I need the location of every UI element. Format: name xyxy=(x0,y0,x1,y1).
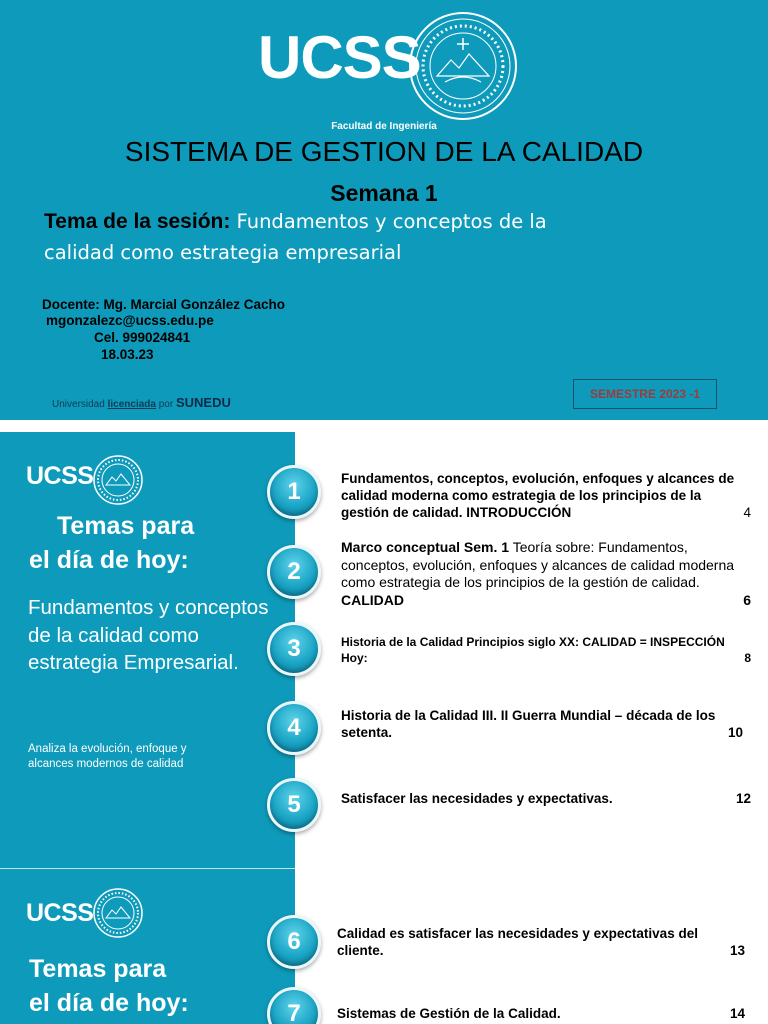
agenda-item xyxy=(341,634,751,666)
week-label: Semana 1 xyxy=(330,180,438,206)
agenda-item-text: Teoría sobre: Fundamentos, conceptos, evolución, enfoques y alcances de calidad moderna como estrategia de los principios de la gestión de calidad. xyxy=(341,539,735,590)
teacher-phone: Cel. 999024841 xyxy=(94,330,191,345)
session-label: Tema de la sesión: xyxy=(44,210,231,233)
faculty-name: Facultad de Ingeniería xyxy=(331,121,437,132)
agenda-item-text: Historia de la Calidad Principios siglo XX: CALIDAD = INSPECCIÓN Hoy: xyxy=(341,635,725,665)
topic-number-badge: 4 xyxy=(267,701,321,755)
agenda-item-page: 8 xyxy=(744,651,751,665)
topic-number-badge: 5 xyxy=(267,778,321,832)
agenda-subtitle: Fundamentos y conceptos de la calidad como estrategia Empresarial. xyxy=(28,596,269,674)
agenda-sidebar xyxy=(0,868,295,1024)
agenda-item xyxy=(337,925,745,959)
university-seal-icon xyxy=(92,887,144,939)
university-seal-icon xyxy=(407,10,519,122)
agenda-item-page: 14 xyxy=(729,1006,745,1021)
course-title: SISTEMA DE GESTION DE LA CALIDAD xyxy=(124,136,644,167)
agenda-heading-line2: el día de hoy: xyxy=(29,989,189,1017)
agenda-sidebar xyxy=(0,432,295,868)
agenda-item-text: Sistemas de Gestión de la Calidad. xyxy=(337,1006,561,1021)
session-topic-line1: Fundamentos y conceptos de la xyxy=(230,210,547,233)
agenda-item xyxy=(341,790,751,807)
agenda-item xyxy=(341,470,751,521)
agenda-item-text: Satisfacer las necesidades y expectativas. xyxy=(341,791,613,806)
ucss-logo-small: UCSS xyxy=(26,899,94,927)
ucss-logo: UCSS xyxy=(258,24,421,91)
session-topic-line2: calidad como estrategia empresarial xyxy=(44,241,402,264)
license-prefix: Universidad xyxy=(52,399,108,410)
agenda-item-page: 6 xyxy=(743,591,751,608)
agenda-item-text: Historia de la Calidad III. II Guerra Mundial – década de los setenta. xyxy=(341,708,716,740)
agenda-heading-line1: Temas para xyxy=(57,512,195,540)
ucss-logo-small: UCSS xyxy=(26,462,94,490)
agenda-item-page: 13 xyxy=(729,943,745,958)
agenda-heading-line1: Temas para xyxy=(29,955,167,983)
topic-number-badge: 2 xyxy=(267,545,321,599)
agenda-item xyxy=(337,1005,745,1022)
agenda-heading-line2: el día de hoy: xyxy=(29,546,189,574)
university-seal-icon xyxy=(92,454,144,506)
teacher-email: mgonzalezc@ucss.edu.pe xyxy=(46,313,214,328)
agenda-item xyxy=(341,539,751,609)
agenda-item-tail: CALIDAD xyxy=(341,591,404,608)
session-topic xyxy=(44,206,744,268)
sunedu-license xyxy=(52,395,231,410)
agenda-item xyxy=(341,707,751,741)
session-date: 18.03.23 xyxy=(101,347,154,362)
agenda-item-text: Calidad es satisfacer las necesidades y expectativas del cliente. xyxy=(337,926,698,958)
license-word: licenciada xyxy=(107,399,156,410)
topic-number-badge: 6 xyxy=(267,915,321,969)
agenda-note: Analiza la evolución, enfoque y alcances modernos de calidad xyxy=(28,743,187,770)
agenda-item-text: Fundamentos, conceptos, evolución, enfoques y alcances de calidad moderna como estrategia de los principios de la gestión de calidad. INTRODUCCIÓN xyxy=(341,471,735,520)
topic-number-badge: 1 xyxy=(267,465,321,519)
teacher-name: Docente: Mg. Marcial González Cacho xyxy=(42,297,286,312)
topic-number-badge: 3 xyxy=(267,622,321,676)
cover-slide xyxy=(0,0,768,420)
sunedu-logo: SUNEDU xyxy=(175,395,231,410)
slide-separator xyxy=(0,420,768,432)
agenda-item-page: 10 xyxy=(727,725,743,740)
agenda-item-page: 4 xyxy=(743,505,751,520)
semester-box: SEMESTRE 2023 -1 xyxy=(573,379,717,409)
license-by: por xyxy=(155,399,176,410)
agenda-item-bold: Marco conceptual Sem. 1 xyxy=(341,539,510,555)
agenda-item-page: 12 xyxy=(735,791,751,806)
topic-number-badge: 7 xyxy=(267,987,321,1024)
